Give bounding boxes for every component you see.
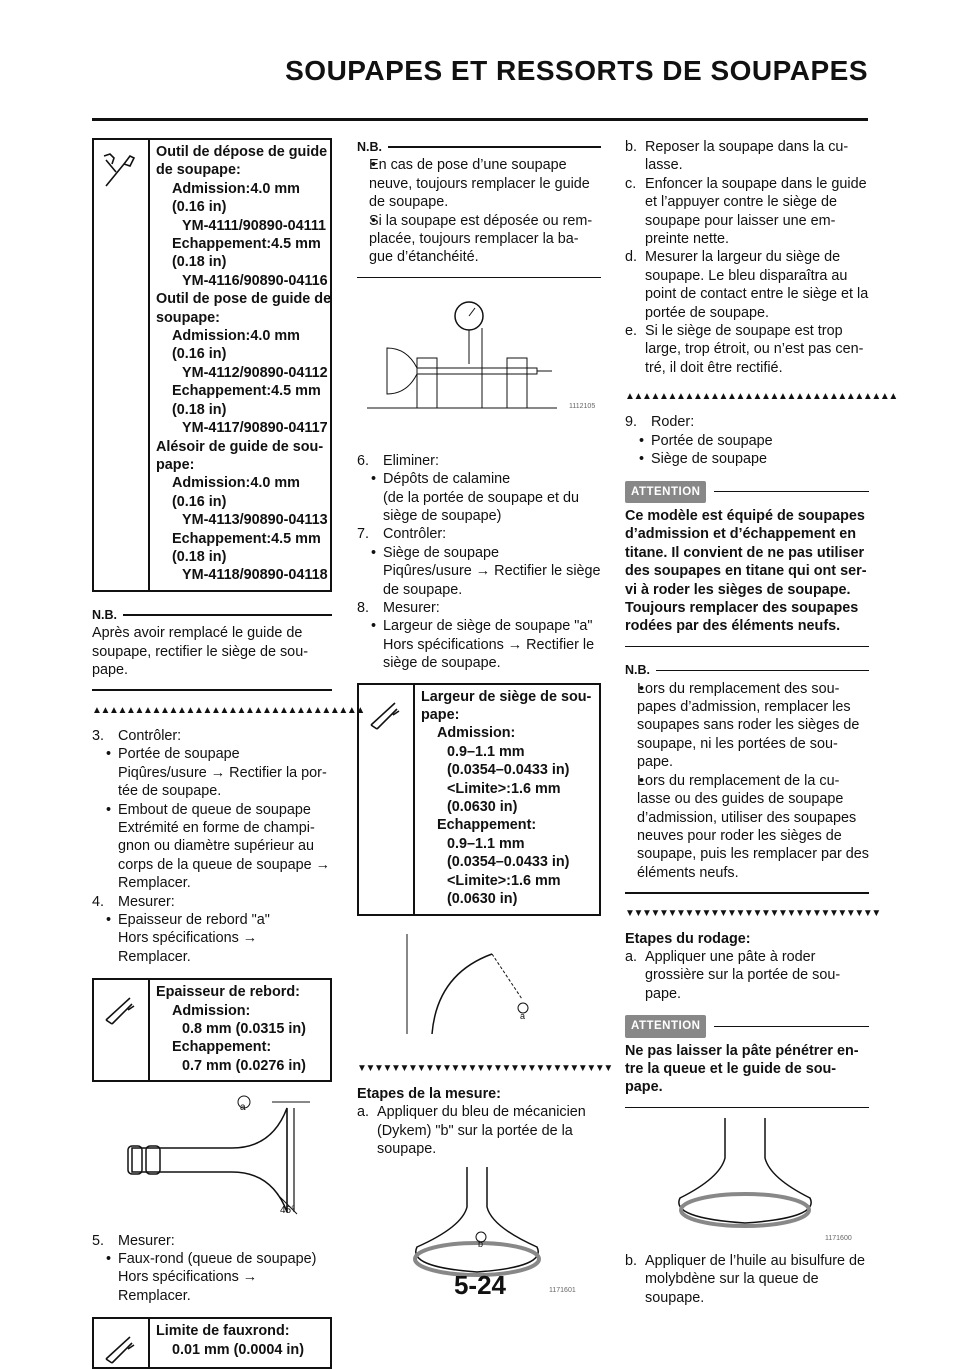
column-2: N.B. • En cas de pose d’une soupape neuve, toujours remplacer le guide de soupape. • Si la soupape est déposée ou rem-placée, toujours remplacer la ba-gue d’étanchéité. 1112105 6. Eliminer: • Dépôts de calamine (de la portée de soupape et du siège de soupape) 7. Contrôler: • Siège de soupape Piqûres/usure → Rectifier le siège de soupape. 8. Mesurer: • Largeur de siège de soupape "a" Hors spécifications → Rectifier le siège de soupape. Largeur de siège de sou- pape: Admission: 0.9–1.1 mm (0.0354–0.0433 in) <Limite>:1.6 mm (0.0630 in) Echappement: 0.9–1.1 mm (0.0354–0.0433 in) <Limite>:1.6 mm (0.0630 in) a ▼▼▼▼▼▼▼▼▼▼▼▼▼▼▼▼▼▼▼▼▼▼▼▼▼▼▼▼▼▼ Etapes de la mesure: a. Appliquer du bleu de mécanicien (Dykem) "b" sur la portée de la soupape. 1171601 b [357, 138, 601, 1300]
tool-spec-box: Outil de dépose de guide de soupape: Admission:4.0 mm (0.16 in) YM-4111/90890-04111 Echappement:4.5 mm (0.18 in) YM-4116/90890-04116 Outil de pose de guide de soupape: Admission:4.0 mm (0.16 in) YM-4112/90890-04112 Echappement:4.5 mm (0.18 in) YM-4117/90890-04117 Alésoir de guide de sou- pape: Admission:4.0 mm (0.16 in) YM-4113/90890-04113 Echappement:4.5 mm (0.18 in) YM-4118/90890-04118 [92, 138, 332, 592]
seat-width-spec-box: Largeur de siège de sou- pape: Admission: 0.9–1.1 mm (0.0354–0.0433 in) <Limite>:1.6 mm (0.0630 in) Echappement: 0.9–1.1 mm (0.0354–0.0433 in) <Limite>:1.6 mm (0.0630 in) [357, 683, 601, 916]
caliper-icon [94, 1319, 150, 1367]
nb-heading: N.B. [357, 138, 601, 156]
steps-marker-down: ▼▼▼▼▼▼▼▼▼▼▼▼▼▼▼▼▼▼▼▼▼▼▼▼▼▼▼▼▼▼ [357, 1062, 612, 1074]
attention-heading: ATTENTION [625, 1015, 869, 1037]
valve-rim-figure: a 45° [92, 1090, 332, 1223]
valve-lapping-figure: 1171600 [625, 1118, 869, 1243]
divider [92, 689, 332, 691]
nb-text: Après avoir remplacé le guide de soupape, rectifier le siège de sou-pape. [92, 625, 308, 678]
caliper-icon [94, 980, 150, 1080]
dial-gauge-figure: 1112105 [357, 288, 601, 443]
nb-heading: N.B. [92, 606, 332, 624]
caliper-icon [359, 685, 415, 914]
attention-heading: ATTENTION [625, 481, 869, 503]
column-1: Outil de dépose de guide de soupape: Admission:4.0 mm (0.16 in) YM-4111/90890-04111 Echappement:4.5 mm (0.18 in) YM-4116/90890-04116 Outil de pose de guide de soupape: Admission:4.0 mm (0.16 in) YM-4112/90890-04112 Echappement:4.5 mm (0.18 in) YM-4117/90890-04117 Alésoir de guide de sou- pape: Admission:4.0 mm (0.16 in) YM-4113/90890-04113 Echappement:4.5 mm (0.18 in) YM-4118/90890-04118 N.B. Après avoir remplacé le guide de soupape, rectifier le siège de sou-pape. ▲▲▲▲▲▲▲▲▲▲▲▲▲▲▲▲▲▲▲▲▲▲▲▲▲▲▲▲▲▲▲▲ 3. Contrôler: • Portée de soupape Piqûres/usure → Rectifier la por-tée de soupape. • Embout de queue de soupape Extrémité en forme de champi-gnon ou diamètre supérieur au corps de la queue de soupape → Remplacer. 4. Mesurer: • Epaisseur de rebord "a" Hors spécifications → Remplacer. Epaisseur de rebord: Admission: 0.8 mm (0.0315 in) Echappement: 0.7 mm (0.0276 in) a 45° 5. Mesurer: • Faux-rond (queue de soupape) Hors spécifications → Remplacer. Limite de fauxrond: 0.01 mm (0.0004 in) [92, 138, 332, 1369]
divider [357, 277, 601, 279]
steps-end-marker: ▲▲▲▲▲▲▲▲▲▲▲▲▲▲▲▲▲▲▲▲▲▲▲▲▲▲▲▲▲▲▲▲ [625, 391, 897, 403]
steps-marker-down: ▼▼▼▼▼▼▼▼▼▼▼▼▼▼▼▼▼▼▼▼▼▼▼▼▼▼▼▼▼▼ [625, 907, 880, 919]
header-rule [92, 118, 868, 121]
seat-width-figure: a [357, 924, 601, 1049]
page-title: SOUPAPES ET RESSORTS DE SOUPAPES [285, 55, 868, 86]
runout-spec-box: Limite de fauxrond: 0.01 mm (0.0004 in) [92, 1317, 332, 1369]
page-number: 5-24 [453, 1270, 507, 1300]
rim-spec-box: Epaisseur de rebord: Admission: 0.8 mm (0.0315 in) Echappement: 0.7 mm (0.0276 in) [92, 978, 332, 1082]
tool-icon [94, 140, 150, 590]
valve-blue-figure: 1171601 b [357, 1167, 601, 1292]
nb-heading: N.B. [625, 661, 869, 679]
steps-start-marker: ▲▲▲▲▲▲▲▲▲▲▲▲▲▲▲▲▲▲▲▲▲▲▲▲▲▲▲▲▲▲▲▲ [92, 704, 364, 716]
column-3: b. Reposer la soupape dans la cu-lasse. c. Enfoncer la soupape dans le guide et l’appuyer contre le siège de soupape pour laisser une em-preinte nette. d. Mesurer la largeur du siège de soupape. Le bleu disparaîtra au point de contact entre le siège et la portée de soupape. e. Si le siège de soupape est trop large, trop étroit, ou n’est pas cen-tré, il doit être rectifié. ▲▲▲▲▲▲▲▲▲▲▲▲▲▲▲▲▲▲▲▲▲▲▲▲▲▲▲▲▲▲▲▲ 9. Roder: • Portée de soupape • Siège de soupape ATTENTION Ce modèle est équipé de soupapes d’admission et d’échappement en titane. Il convient de ne pas utiliser des soupapes en titane qui ont ser-vi à roder les sièges de soupape. Toujours remplacer des soupapes rodées par des éléments neufs. N.B. • Lors du remplacement des sou-papes d’admission, remplacer les soupapes sans roder les sièges de soupape, ni les portées de sou-pape. • Lors du remplacement de la cu-lasse ou des guides de soupape d’admission, utiliser des soupapes neuves pour roder les sièges de soupape, puis les remplacer par des éléments neufs. ▼▼▼▼▼▼▼▼▼▼▼▼▼▼▼▼▼▼▼▼▼▼▼▼▼▼▼▼▼▼ Etapes du rodage: a. Appliquer une pâte à roder grossière sur la portée de sou-pape. ATTENTION Ne pas laisser la pâte pénétrer en-tre la queue et le guide de sou-pape. 1171600 b. Appliquer de l’huile au bisulfure de molybdène sur la queue de soupape. [625, 138, 869, 1307]
